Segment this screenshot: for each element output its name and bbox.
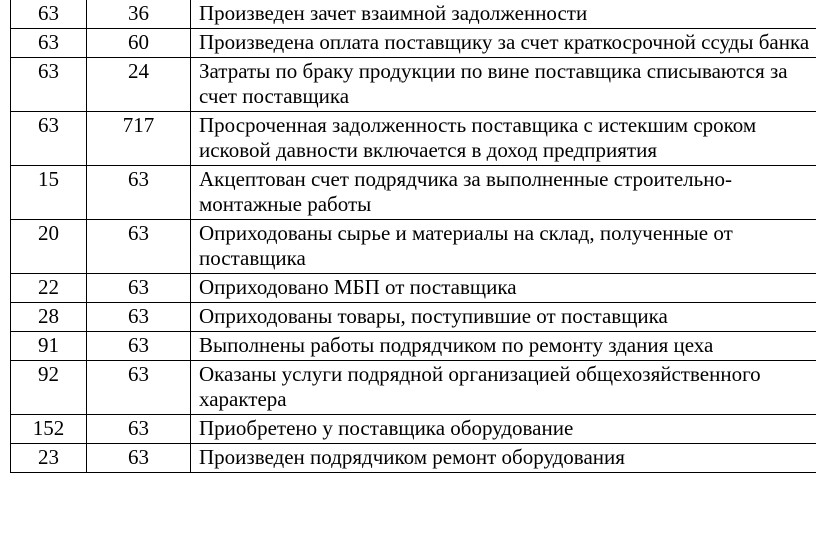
entry-description: Произведен зачет взаимной задолженности — [191, 0, 816, 29]
credit-account: 63 — [87, 444, 191, 473]
debit-account: 152 — [11, 415, 87, 444]
entry-description: Выполнены работы подрядчиком по ремонту здания цеха — [191, 332, 816, 361]
entry-description: Оприходованы сырье и материалы на склад, полученные от поставщика — [191, 220, 816, 274]
entry-description: Просроченная задолженность поставщика с истекшим сроком исковой давности включается в доход предприятия — [191, 112, 816, 166]
accounting-entries-table — [10, 0, 816, 473]
entry-description: Акцептован счет подрядчика за выполненные строительно-монтажные работы — [191, 166, 816, 220]
debit-account: 92 — [11, 361, 87, 415]
credit-account: 63 — [87, 220, 191, 274]
entry-description: Приобретено у поставщика оборудование — [191, 415, 816, 444]
entry-description: Оказаны услуги подрядной организацией общехозяйственного характера — [191, 361, 816, 415]
table-row — [11, 166, 816, 220]
debit-account: 28 — [11, 303, 87, 332]
debit-account: 63 — [11, 112, 87, 166]
debit-account: 22 — [11, 274, 87, 303]
table-row — [11, 444, 816, 473]
entry-description: Затраты по браку продукции по вине поставщика списываются за счет поставщика — [191, 58, 816, 112]
table-row — [11, 0, 816, 29]
table-row — [11, 361, 816, 415]
credit-account: 63 — [87, 415, 191, 444]
credit-account: 36 — [87, 0, 191, 29]
credit-account: 717 — [87, 112, 191, 166]
debit-account: 23 — [11, 444, 87, 473]
table-row — [11, 220, 816, 274]
credit-account: 63 — [87, 274, 191, 303]
table-row — [11, 112, 816, 166]
debit-account: 20 — [11, 220, 87, 274]
credit-account: 60 — [87, 29, 191, 58]
entry-description: Произведена оплата поставщику за счет краткосрочной ссуды банка — [191, 29, 816, 58]
debit-account: 15 — [11, 166, 87, 220]
credit-account: 24 — [87, 58, 191, 112]
entry-description: Оприходовано МБП от поставщика — [191, 274, 816, 303]
table-row — [11, 29, 816, 58]
entry-description: Оприходованы товары, поступившие от поставщика — [191, 303, 816, 332]
table-row — [11, 58, 816, 112]
credit-account: 63 — [87, 361, 191, 415]
entry-description: Произведен подрядчиком ремонт оборудования — [191, 444, 816, 473]
credit-account: 63 — [87, 166, 191, 220]
table-row — [11, 415, 816, 444]
table-row — [11, 274, 816, 303]
debit-account: 63 — [11, 0, 87, 29]
debit-account: 63 — [11, 58, 87, 112]
credit-account: 63 — [87, 303, 191, 332]
table-row — [11, 303, 816, 332]
debit-account: 91 — [11, 332, 87, 361]
credit-account: 63 — [87, 332, 191, 361]
table-row — [11, 332, 816, 361]
debit-account: 63 — [11, 29, 87, 58]
